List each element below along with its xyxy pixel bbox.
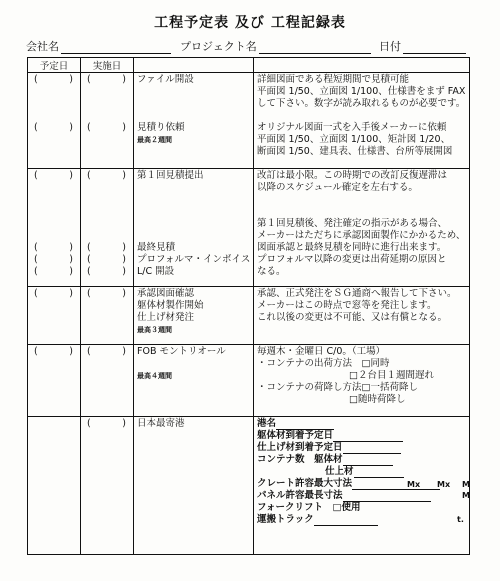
date-label: 日付 (379, 40, 401, 53)
date-paren: ( ) (87, 266, 126, 277)
actual-date-cell[interactable] (81, 73, 134, 169)
remarks-header-empty (254, 58, 470, 73)
date-paren: ( ) (87, 288, 126, 299)
finish-arrival-field (257, 442, 466, 454)
item-approval-check: 承認図面確認 (137, 288, 195, 299)
container-unloading-method: ・コンテナの荷降し方法□一括荷降し (257, 382, 418, 393)
item-finish-order: 仕上げ材発注 (137, 312, 195, 323)
remarks-cell (254, 345, 470, 417)
planned-date-cell[interactable] (28, 73, 81, 169)
company-label: 会社名 (26, 40, 59, 53)
table-header-row (28, 58, 470, 73)
remark-line: オリジナル図面一式を入手後メーカーに依頼 (257, 122, 447, 133)
date-paren: ( ) (34, 170, 73, 181)
date-paren: ( ) (34, 254, 73, 265)
crate-size-line[interactable] (352, 479, 470, 490)
remark-line: 平面図 1/50、立面図 1/100、矩計図 1/20、 (257, 134, 451, 145)
date-paren: ( ) (87, 122, 126, 133)
planned-date-cell[interactable] (28, 345, 81, 417)
item-cell (134, 287, 254, 345)
forklift-use-option[interactable]: フォークリフト □使用 (257, 502, 361, 513)
truck-field (257, 514, 466, 526)
schedule-table (27, 57, 470, 555)
remark-line: 詳細図面である程短期間で見積可能 (257, 74, 410, 85)
crate-size-label: クレート許容最大寸法 (257, 478, 353, 489)
remark-line: メーカーはこの時点で窓等を発注します。 (257, 300, 437, 311)
item-cell (134, 169, 254, 287)
date-paren: ( ) (34, 74, 73, 85)
frame-arrival-field (257, 430, 466, 442)
date-paren: ( ) (87, 242, 126, 253)
date-field (379, 38, 466, 54)
item-final-estimate: 最終見積 (137, 242, 176, 253)
unit-mx: Mx (407, 480, 421, 489)
scan-top-edge (0, 0, 500, 6)
frame-arrival-label: 躯体材到着予定日 (257, 430, 334, 441)
planned-date-cell-empty[interactable] (28, 417, 81, 555)
remark-line: 以降のスケジュール確定を左右する。 (257, 182, 418, 193)
remarks-cell (254, 73, 470, 169)
remark-line: メーカーはただちに承認図面製作にかかるため、 (257, 230, 466, 241)
remarks-cell (254, 287, 470, 345)
duration-note: 最高２週間 (137, 136, 172, 144)
actual-date-cell[interactable] (81, 169, 134, 287)
finish-count-label: 仕上材 (325, 466, 354, 477)
container-count-field (257, 454, 466, 466)
actual-date-cell[interactable] (81, 345, 134, 417)
finish-count-line[interactable] (354, 467, 404, 478)
item-cell (134, 73, 254, 169)
page-title: 工程予定表 及び 工程記録表 (154, 15, 346, 31)
planned-date-cell[interactable] (28, 169, 81, 287)
item-header-empty (134, 58, 254, 73)
truck-line[interactable] (314, 515, 378, 526)
section-estimate-request (28, 73, 470, 169)
port-name-line[interactable] (276, 419, 334, 430)
project-blank-line[interactable] (259, 41, 371, 54)
container-count-label: コンテナ数 躯体材 (257, 454, 343, 465)
duration-note: 最高３週間 (137, 326, 172, 334)
remark-line: 改訂は最小限。この時期での改訂反復遅滞は (257, 170, 448, 181)
remark-line: 断面図 1/50、建具表、仕様書、台所等展開図 (257, 146, 453, 157)
date-paren: ( ) (87, 170, 126, 181)
date-paren: ( ) (87, 418, 126, 429)
section-fob-montreal (28, 345, 470, 417)
finish-arrival-label: 仕上げ材到着予定日 (257, 442, 343, 453)
remark-line: なる。 (257, 266, 286, 277)
actual-date-header: 実施日 (81, 58, 134, 73)
unit-ton: t. (457, 515, 464, 524)
actual-date-cell[interactable] (81, 417, 134, 555)
frame-count-line[interactable] (343, 455, 393, 466)
unit-mx: Mx (437, 480, 451, 489)
panel-length-line[interactable] (343, 491, 431, 502)
item-file-open: ファイル開設 (137, 74, 194, 85)
item-japan-port: 日本最寄港 (137, 418, 185, 429)
company-blank-line[interactable] (61, 41, 171, 54)
actual-date-cell[interactable] (81, 287, 134, 345)
project-field (180, 38, 371, 54)
item-estimate-request: 見積り依頼 (137, 122, 185, 133)
company-field (26, 38, 171, 54)
remark-line: 毎週木・金曜日 C/0。（工場） (257, 346, 386, 357)
finish-count-field (257, 466, 466, 478)
remarks-cell (254, 169, 470, 287)
frame-arrival-line[interactable] (333, 431, 403, 442)
section-japan-port (28, 417, 470, 555)
port-name-field (257, 418, 466, 430)
planned-date-header: 予定日 (28, 58, 81, 73)
panel-length-label: パネル許容最長寸法 (257, 490, 343, 501)
port-name-label: 港名 (257, 418, 277, 429)
unit-m: M (462, 480, 470, 489)
date-paren: ( ) (34, 288, 73, 299)
item-frame-production: 躯体材製作開始 (137, 300, 204, 311)
container-shipping-method: ・コンテナの出荷方法 □同時 (257, 358, 390, 369)
remark-line: して下さい。数字が読み取れるものが必要です。 (257, 98, 466, 109)
section-first-estimate (28, 169, 470, 287)
item-proforma-invoice: プロフォルマ・インボイス (137, 254, 251, 265)
unit-m: M (462, 491, 470, 500)
remarks-cell (254, 417, 470, 555)
item-first-estimate: 第１回見積提出 (137, 170, 204, 181)
date-paren: ( ) (34, 346, 73, 357)
shipping-option-second-week[interactable]: □２台目１週間遅れ (349, 370, 434, 381)
date-paren: ( ) (87, 346, 126, 357)
date-paren: ( ) (87, 74, 126, 85)
remark-line: 図面承認と最終見積を同時に進行出来ます。 (257, 242, 447, 253)
remark-line: プロフォルマ以降の変更は出荷延期の原因と (257, 254, 447, 265)
duration-note: 最高４週間 (137, 372, 172, 380)
date-paren: ( ) (34, 122, 73, 133)
remark-line: 承認、正式発注をＳＧ通商へ報告して下さい。 (257, 288, 457, 299)
item-fob-montreal: FOB モントリオール (137, 346, 226, 357)
remark-line: これ以後の変更は不可能、又は有償となる。 (257, 312, 448, 323)
remark-line: 第１回見積後、発注確定の指示がある場合、 (257, 218, 448, 229)
item-cell (134, 417, 254, 555)
crate-size-field (257, 478, 470, 490)
item-lc-open: L/C 開設 (137, 266, 175, 277)
section-approval-drawings (28, 287, 470, 345)
remark-line: 平面図 1/50、立面図 1/100、仕様書をまず FAX (257, 86, 466, 97)
date-paren: ( ) (34, 242, 73, 253)
project-label: プロジェクト名 (180, 40, 257, 53)
item-cell (134, 345, 254, 417)
panel-length-field (257, 490, 470, 502)
date-blank-line[interactable] (403, 41, 466, 54)
date-paren: ( ) (34, 266, 73, 277)
planned-date-cell[interactable] (28, 287, 81, 345)
date-paren: ( ) (87, 254, 126, 265)
unloading-option-as-needed[interactable]: □随時荷降し (349, 394, 406, 405)
finish-arrival-line[interactable] (343, 443, 401, 454)
truck-label: 運搬トラック (257, 514, 314, 525)
